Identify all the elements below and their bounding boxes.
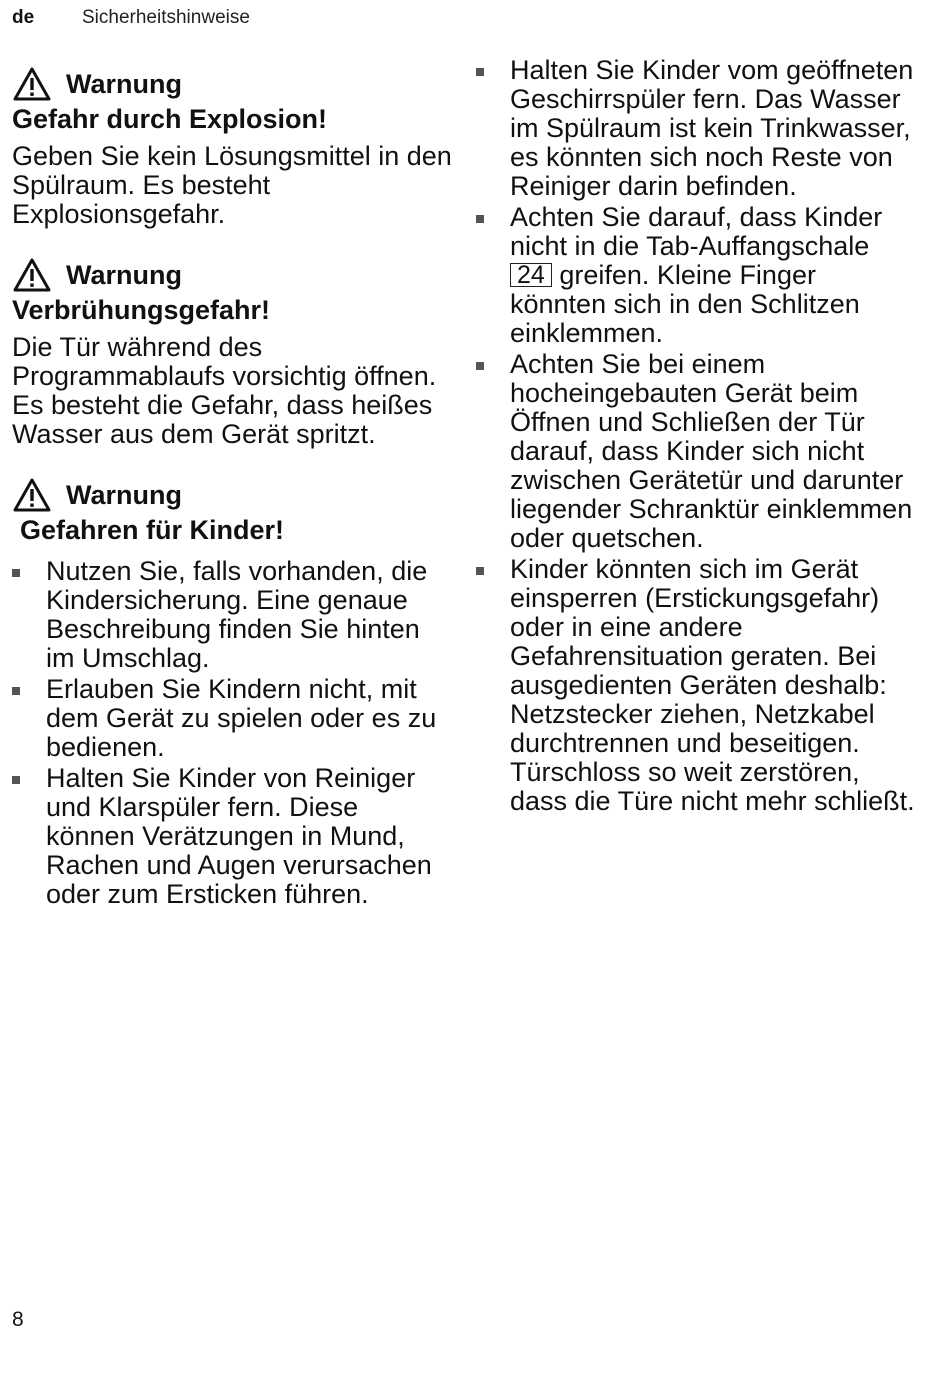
warning-scald: [12, 255, 452, 449]
warning-label: Warnung: [66, 479, 182, 510]
warning-subtitle: Gefahr durch Explosion!: [12, 104, 328, 134]
list-item: Halten Sie Kinder vom geöffneten Geschirrspüler fern. Das Wasser im Spülraum ist kein Trinkwasser, es könnten sich noch Reste von Reiniger darin befinden.: [476, 56, 916, 201]
list-item: Halten Sie Kinder von Reiniger und Klarspüler fern. Diese können Verätzungen in Mund, Rachen und Augen verursachen oder zum Ersticken führen.: [12, 764, 452, 909]
warning-label: Warnung: [66, 68, 182, 99]
list-item: Nutzen Sie, falls vorhanden, die Kindersicherung. Eine genaue Beschreibung finden Sie hinten im Umschlag.: [12, 557, 452, 673]
warning-triangle-icon: [12, 257, 52, 293]
left-column: [12, 56, 452, 911]
page-number: 8: [12, 1308, 24, 1331]
language-code: de: [12, 7, 35, 28]
warning-children: [12, 475, 452, 909]
warning-label: Warnung: [66, 259, 182, 290]
children-bullet-list: [12, 557, 452, 909]
bullet-square-icon: [476, 567, 484, 575]
list-item: Kinder könnten sich im Gerät einsperren (Erstickungsgefahr) oder in eine andere Gefahrensituation geraten. Bei ausgedienten Geräten deshalb: Netzstecker ziehen, Netzkabel durchtrennen und beseitigen. Türschloss so weit zerstören, dass die Türe nicht mehr schließt.: [476, 555, 916, 816]
warning-explosion: [12, 64, 452, 229]
children-bullet-list-continued: [476, 56, 916, 816]
bullet-square-icon: [476, 215, 484, 223]
bullet-square-icon: [12, 687, 20, 695]
list-item: Achten Sie bei einem hocheingebauten Gerät beim Öffnen und Schließen der Tür darauf, dass Kinder sich nicht zwischen Gerätetür und darunter liegender Schranktür einklemmen oder quetschen.: [476, 350, 916, 553]
list-item: Achten Sie darauf, dass Kinder nicht in die Tab-Auffangschale 24 greifen. Kleine Finger könnten sich in den Schlitzen einklemmen.: [476, 203, 916, 348]
bullet-square-icon: [12, 569, 20, 577]
warning-subtitle: Verbrühungsgefahr!: [12, 295, 271, 325]
bullet-square-icon: [12, 776, 20, 784]
page-header: [12, 6, 250, 30]
warning-triangle-icon: [12, 66, 52, 102]
warning-text: Geben Sie kein Lösungsmittel in den Spülraum. Es besteht Explosionsgefahr.: [12, 141, 452, 229]
warning-triangle-icon: [12, 477, 52, 513]
section-title: Sicherheitshinweise: [82, 7, 250, 28]
warning-text: Die Tür während des Programmablaufs vorsichtig öffnen. Es besteht die Gefahr, dass heißes Wasser aus dem Gerät spritzt.: [12, 332, 437, 449]
right-column: [476, 56, 916, 818]
bullet-square-icon: [476, 68, 484, 76]
figure-reference: 24: [510, 263, 552, 287]
warning-subtitle: Gefahren für Kinder!: [20, 515, 285, 545]
list-item: Erlauben Sie Kindern nicht, mit dem Gerät zu spielen oder es zu bedienen.: [12, 675, 452, 762]
bullet-square-icon: [476, 362, 484, 370]
